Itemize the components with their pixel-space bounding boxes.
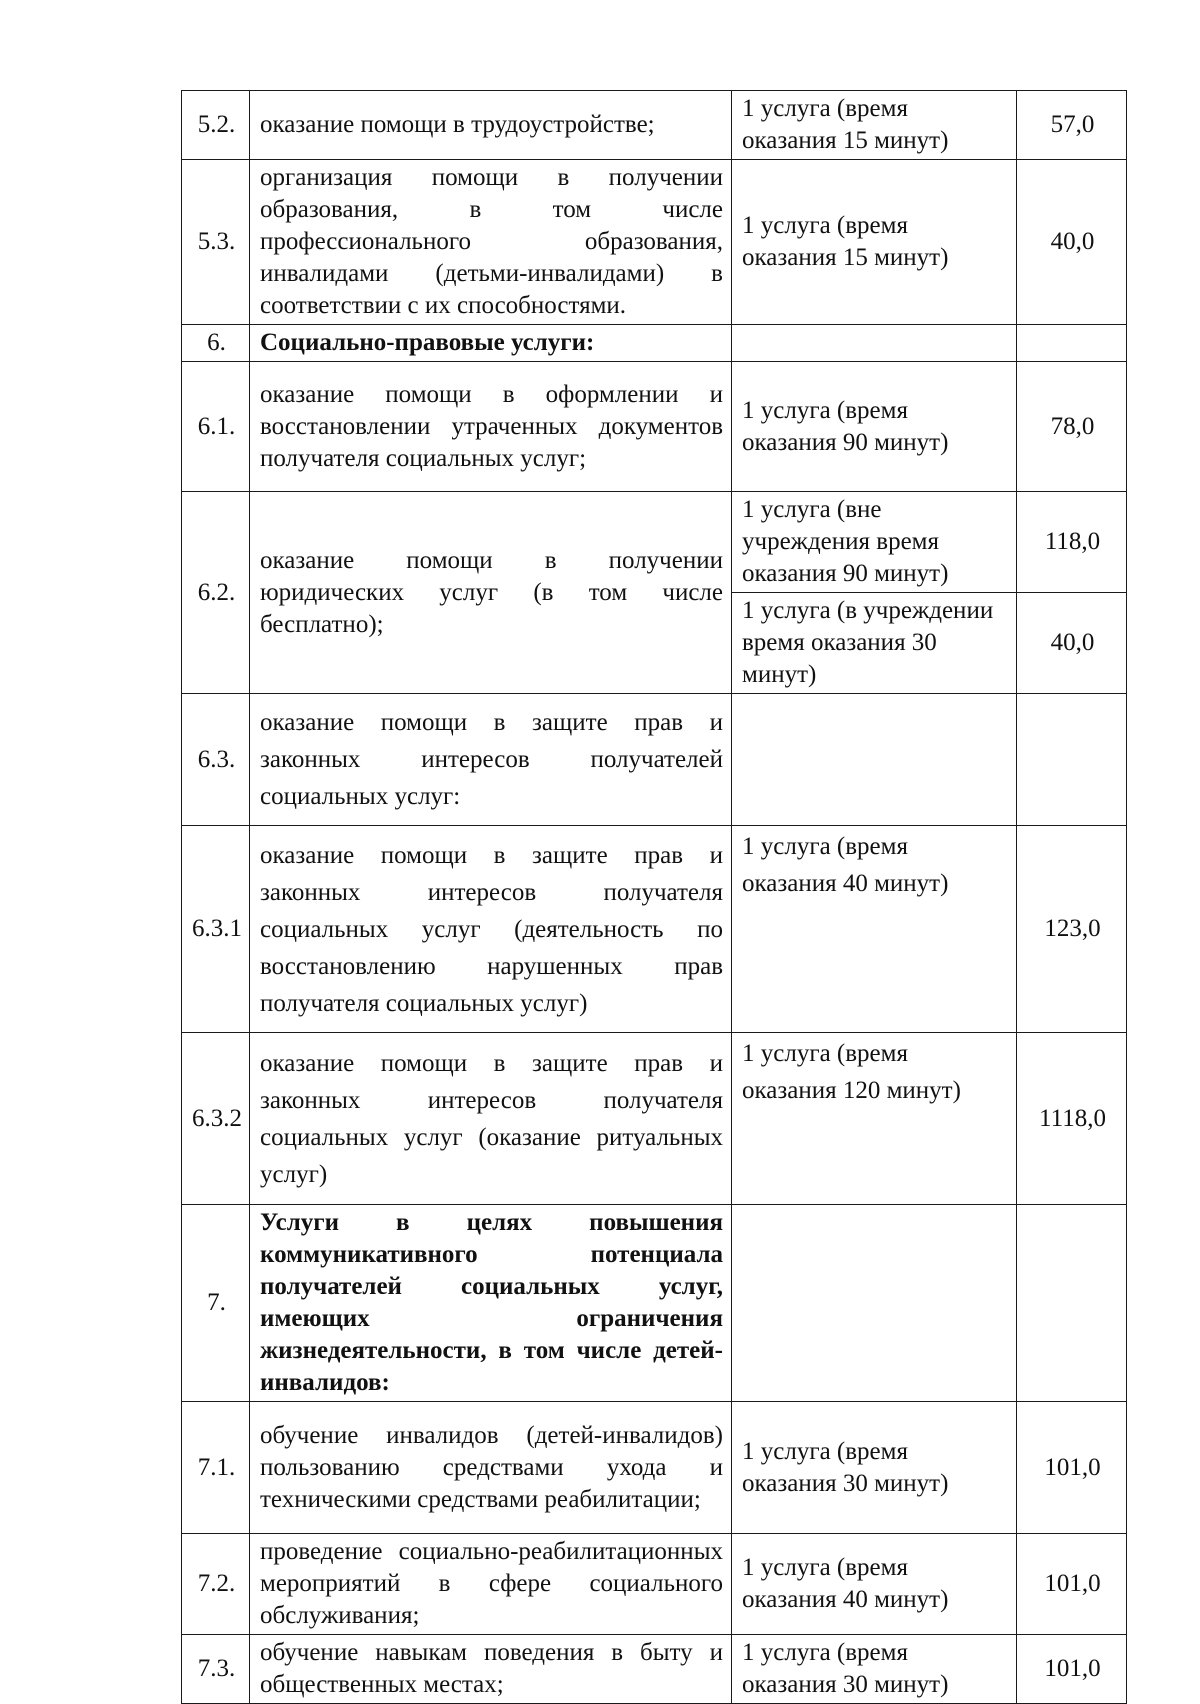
- service-price: 40,0: [1017, 593, 1127, 694]
- services-table: [181, 90, 1127, 1704]
- row-number: 5.3.: [182, 160, 250, 325]
- table-row: [182, 1534, 1127, 1635]
- service-description: оказание помощи в защите прав и законных интересов получателей социальных услуг:: [250, 694, 732, 826]
- service-unit: 1 услуга (время оказания 15 минут): [732, 160, 1017, 325]
- service-unit: 1 услуга (время оказания 30 минут): [732, 1635, 1017, 1704]
- row-number: 6.1.: [182, 362, 250, 492]
- service-price: 78,0: [1017, 362, 1127, 492]
- row-number: 6.2.: [182, 492, 250, 694]
- row-number: 6.: [182, 325, 250, 362]
- service-description: оказание помощи в защите прав и законных интересов получателя социальных услуг (оказание ритуальных услуг): [250, 1033, 732, 1205]
- service-price: 101,0: [1017, 1534, 1127, 1635]
- service-description: оказание помощи в получении юридических услуг (в том числе бесплатно);: [250, 492, 732, 694]
- table-row: [182, 1033, 1127, 1205]
- table-row: [182, 91, 1127, 160]
- row-number: 5.2.: [182, 91, 250, 160]
- service-price: [1017, 325, 1127, 362]
- table-row: [182, 325, 1127, 362]
- section-heading: Социально-правовые услуги:: [250, 325, 732, 362]
- service-price: 57,0: [1017, 91, 1127, 160]
- service-description: оказание помощи в защите прав и законных интересов получателя социальных услуг (деятельность по восстановлению нарушенных прав получателя социальных услуг): [250, 826, 732, 1033]
- service-unit: 1 услуга (вне учреждения время оказания 90 минут): [732, 492, 1017, 593]
- service-unit: [732, 694, 1017, 826]
- row-number: 7.1.: [182, 1402, 250, 1534]
- service-price: 123,0: [1017, 826, 1127, 1033]
- service-price: 1118,0: [1017, 1033, 1127, 1205]
- service-price: 40,0: [1017, 160, 1127, 325]
- row-number: 6.3.2: [182, 1033, 250, 1205]
- service-description: обучение навыкам поведения в быту и общественных местах;: [250, 1635, 732, 1704]
- row-number: 7.2.: [182, 1534, 250, 1635]
- service-unit: 1 услуга (время оказания 120 минут): [732, 1033, 1017, 1205]
- service-unit: [732, 325, 1017, 362]
- row-number: 6.3.1: [182, 826, 250, 1033]
- service-unit: 1 услуга (время оказания 90 минут): [732, 362, 1017, 492]
- table-row: [182, 1635, 1127, 1704]
- service-price: [1017, 1205, 1127, 1402]
- service-unit: 1 услуга (время оказания 15 минут): [732, 91, 1017, 160]
- service-description: обучение инвалидов (детей-инвалидов) пользованию средствами ухода и техническими средствами реабилитации;: [250, 1402, 732, 1534]
- table-row: [182, 160, 1127, 325]
- service-description: оказание помощи в оформлении и восстановлении утраченных документов получателя социальных услуг;: [250, 362, 732, 492]
- service-description: проведение социально-реабилитационных мероприятий в сфере социального обслуживания;: [250, 1534, 732, 1635]
- service-price: 101,0: [1017, 1635, 1127, 1704]
- service-unit: 1 услуга (в учреждении время оказания 30 минут): [732, 593, 1017, 694]
- section-heading: Услуги в целях повышения коммуникативного потенциала получателей социальных услуг, имеющих ограничения жизнедеятельности, в том числе детей-инвалидов:: [250, 1205, 732, 1402]
- table-row: [182, 1205, 1127, 1402]
- table-row: [182, 492, 1127, 593]
- service-unit: [732, 1205, 1017, 1402]
- service-unit: 1 услуга (время оказания 30 минут): [732, 1402, 1017, 1534]
- row-number: 7.3.: [182, 1635, 250, 1704]
- service-unit: 1 услуга (время оказания 40 минут): [732, 826, 1017, 1033]
- table-row: [182, 362, 1127, 492]
- table-row: [182, 826, 1127, 1033]
- table-row: [182, 694, 1127, 826]
- service-price: 118,0: [1017, 492, 1127, 593]
- row-number: 6.3.: [182, 694, 250, 826]
- service-price: 101,0: [1017, 1402, 1127, 1534]
- service-price: [1017, 694, 1127, 826]
- service-unit: 1 услуга (время оказания 40 минут): [732, 1534, 1017, 1635]
- row-number: 7.: [182, 1205, 250, 1402]
- table-row: [182, 1402, 1127, 1534]
- service-description: организация помощи в получении образования, в том числе профессионального образования, инвалидами (детьми-инвалидами) в соответствии с их способностями.: [250, 160, 732, 325]
- service-description: оказание помощи в трудоустройстве;: [250, 91, 732, 160]
